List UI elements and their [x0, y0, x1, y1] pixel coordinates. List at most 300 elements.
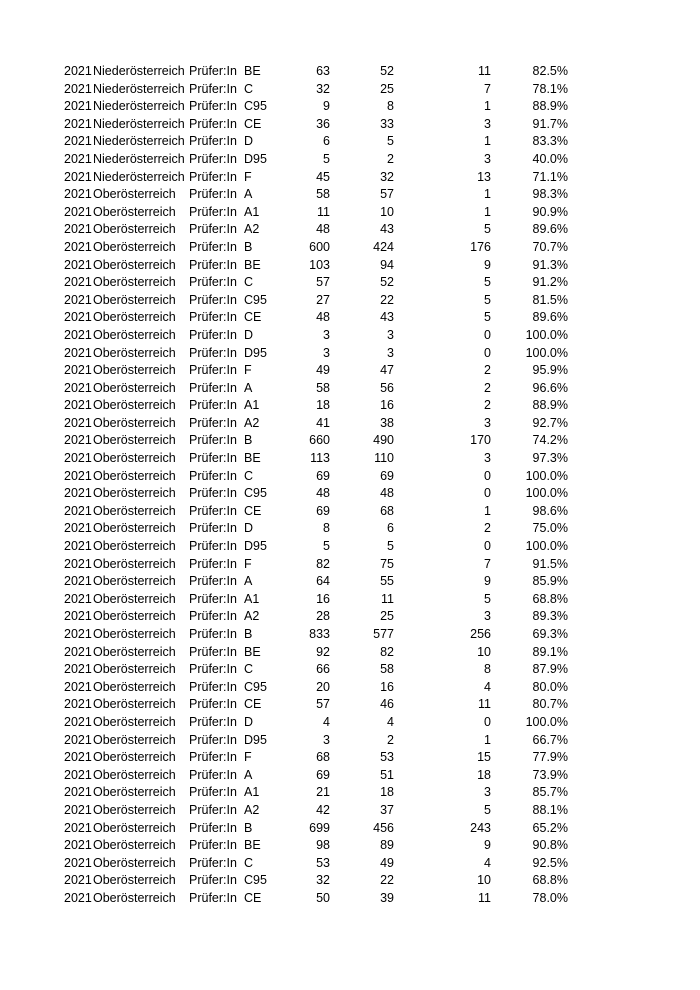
cell-role: Prüfer:In — [189, 521, 237, 536]
cell-pass-rate: 68.8% — [532, 591, 568, 606]
cell-region: Oberösterreich — [93, 204, 176, 219]
cell-region: Oberösterreich — [93, 468, 176, 483]
cell-license-class: BE — [244, 451, 261, 466]
cell-license-class: D95 — [244, 732, 267, 747]
cell-year: 2021 — [64, 99, 92, 114]
cell-pass-rate: 92.5% — [532, 855, 568, 870]
cell-pass-rate: 83.3% — [532, 134, 568, 149]
cell-year: 2021 — [64, 697, 92, 712]
cell-pass-rate: 88.9% — [532, 398, 568, 413]
cell-region: Oberösterreich — [93, 556, 176, 571]
cell-passed: 5 — [387, 134, 394, 149]
cell-region: Oberösterreich — [93, 521, 176, 536]
table-row — [0, 274, 700, 292]
cell-passed: 89 — [380, 838, 394, 853]
cell-passed: 56 — [380, 380, 394, 395]
cell-failed: 7 — [484, 556, 491, 571]
cell-failed: 11 — [478, 890, 491, 905]
cell-pass-rate: 95.9% — [532, 363, 568, 378]
cell-failed: 9 — [484, 838, 491, 853]
cell-passed: 94 — [380, 257, 394, 272]
cell-pass-rate: 71.1% — [532, 169, 568, 184]
cell-passed: 6 — [387, 521, 394, 536]
cell-total: 3 — [323, 327, 330, 342]
cell-region: Niederösterreich — [93, 81, 185, 96]
cell-year: 2021 — [64, 345, 92, 360]
table-row — [0, 679, 700, 697]
cell-year: 2021 — [64, 609, 92, 624]
cell-passed: 3 — [387, 327, 394, 342]
cell-region: Oberösterreich — [93, 890, 176, 905]
table-row — [0, 362, 700, 380]
cell-role: Prüfer:In — [189, 204, 237, 219]
cell-total: 699 — [309, 820, 330, 835]
cell-failed: 0 — [484, 327, 491, 342]
cell-total: 41 — [316, 415, 330, 430]
cell-year: 2021 — [64, 239, 92, 254]
cell-failed: 8 — [484, 662, 491, 677]
cell-role: Prüfer:In — [189, 644, 237, 659]
cell-passed: 456 — [373, 820, 394, 835]
cell-year: 2021 — [64, 310, 92, 325]
table-row — [0, 98, 700, 116]
cell-role: Prüfer:In — [189, 873, 237, 888]
cell-failed: 5 — [484, 310, 491, 325]
table-row — [0, 767, 700, 785]
table-row — [0, 626, 700, 644]
cell-license-class: A2 — [244, 415, 260, 430]
cell-passed: 46 — [380, 697, 394, 712]
cell-year: 2021 — [64, 187, 92, 202]
cell-passed: 32 — [380, 169, 394, 184]
cell-license-class: C95 — [244, 292, 267, 307]
cell-passed: 22 — [380, 292, 394, 307]
cell-failed: 9 — [484, 574, 491, 589]
cell-total: 16 — [316, 591, 330, 606]
cell-pass-rate: 85.7% — [532, 785, 568, 800]
cell-total: 42 — [316, 802, 330, 817]
table-row — [0, 855, 700, 873]
cell-year: 2021 — [64, 222, 92, 237]
cell-year: 2021 — [64, 468, 92, 483]
cell-total: 66 — [316, 662, 330, 677]
cell-passed: 25 — [380, 609, 394, 624]
cell-pass-rate: 100.0% — [525, 714, 568, 729]
cell-region: Oberösterreich — [93, 591, 176, 606]
cell-role: Prüfer:In — [189, 151, 237, 166]
cell-pass-rate: 89.6% — [532, 222, 568, 237]
cell-region: Oberösterreich — [93, 327, 176, 342]
cell-region: Oberösterreich — [93, 415, 176, 430]
cell-license-class: A2 — [244, 222, 260, 237]
cell-failed: 2 — [484, 380, 491, 395]
cell-failed: 0 — [484, 345, 491, 360]
cell-pass-rate: 77.9% — [532, 750, 568, 765]
table-row — [0, 661, 700, 679]
cell-pass-rate: 80.7% — [532, 697, 568, 712]
cell-failed: 3 — [484, 151, 491, 166]
cell-failed: 243 — [470, 820, 491, 835]
cell-total: 32 — [316, 873, 330, 888]
cell-total: 98 — [316, 838, 330, 853]
cell-pass-rate: 90.9% — [532, 204, 568, 219]
cell-pass-rate: 91.2% — [532, 275, 568, 290]
cell-total: 45 — [316, 169, 330, 184]
cell-pass-rate: 91.5% — [532, 556, 568, 571]
cell-license-class: F — [244, 363, 252, 378]
cell-year: 2021 — [64, 81, 92, 96]
cell-pass-rate: 70.7% — [532, 239, 568, 254]
table-row — [0, 204, 700, 222]
cell-license-class: F — [244, 169, 252, 184]
cell-license-class: C — [244, 468, 254, 483]
table-row — [0, 714, 700, 732]
cell-year: 2021 — [64, 750, 92, 765]
cell-total: 32 — [316, 81, 330, 96]
cell-failed: 1 — [484, 732, 491, 747]
cell-passed: 57 — [380, 187, 394, 202]
cell-role: Prüfer:In — [189, 187, 237, 202]
cell-year: 2021 — [64, 292, 92, 307]
cell-license-class: A — [244, 187, 253, 202]
table-row — [0, 608, 700, 626]
cell-year: 2021 — [64, 363, 92, 378]
table-row — [0, 397, 700, 415]
cell-total: 5 — [323, 539, 330, 554]
cell-total: 58 — [316, 187, 330, 202]
cell-pass-rate: 81.5% — [532, 292, 568, 307]
cell-failed: 0 — [484, 714, 491, 729]
cell-failed: 5 — [484, 591, 491, 606]
cell-year: 2021 — [64, 116, 92, 131]
table-row — [0, 257, 700, 275]
cell-failed: 5 — [484, 222, 491, 237]
cell-pass-rate: 91.3% — [532, 257, 568, 272]
cell-failed: 4 — [484, 679, 491, 694]
cell-license-class: D95 — [244, 345, 267, 360]
cell-region: Oberösterreich — [93, 644, 176, 659]
cell-license-class: C — [244, 81, 254, 96]
table-row — [0, 802, 700, 820]
cell-role: Prüfer:In — [189, 591, 237, 606]
cell-failed: 5 — [484, 292, 491, 307]
cell-license-class: B — [244, 239, 253, 254]
cell-passed: 82 — [380, 644, 394, 659]
cell-failed: 3 — [484, 415, 491, 430]
cell-region: Oberösterreich — [93, 451, 176, 466]
cell-role: Prüfer:In — [189, 539, 237, 554]
cell-license-class: BE — [244, 257, 261, 272]
table-row — [0, 538, 700, 556]
cell-year: 2021 — [64, 591, 92, 606]
cell-region: Oberösterreich — [93, 732, 176, 747]
cell-license-class: A1 — [244, 591, 260, 606]
cell-total: 49 — [316, 363, 330, 378]
cell-total: 660 — [309, 433, 330, 448]
cell-total: 58 — [316, 380, 330, 395]
cell-passed: 75 — [380, 556, 394, 571]
cell-year: 2021 — [64, 415, 92, 430]
cell-year: 2021 — [64, 398, 92, 413]
cell-role: Prüfer:In — [189, 451, 237, 466]
cell-license-class: C95 — [244, 679, 267, 694]
cell-role: Prüfer:In — [189, 222, 237, 237]
cell-license-class: A1 — [244, 204, 260, 219]
cell-failed: 11 — [478, 64, 491, 78]
table-row — [0, 292, 700, 310]
cell-year: 2021 — [64, 627, 92, 641]
cell-failed: 256 — [470, 627, 491, 641]
cell-pass-rate: 74.2% — [532, 433, 568, 448]
cell-license-class: A2 — [244, 802, 260, 817]
cell-pass-rate: 78.0% — [532, 890, 568, 905]
cell-role: Prüfer:In — [189, 855, 237, 870]
cell-passed: 4 — [387, 714, 394, 729]
cell-pass-rate: 82.5% — [532, 64, 568, 78]
cell-passed: 47 — [380, 363, 394, 378]
cell-year: 2021 — [64, 257, 92, 272]
cell-failed: 1 — [484, 99, 491, 114]
cell-role: Prüfer:In — [189, 415, 237, 430]
cell-license-class: CE — [244, 890, 262, 905]
cell-year: 2021 — [64, 134, 92, 149]
cell-role: Prüfer:In — [189, 257, 237, 272]
table-row — [0, 556, 700, 574]
table-row — [0, 573, 700, 591]
cell-passed: 424 — [373, 239, 394, 254]
cell-passed: 39 — [380, 890, 394, 905]
table-row — [0, 591, 700, 609]
cell-total: 48 — [316, 222, 330, 237]
cell-passed: 48 — [380, 486, 394, 501]
cell-total: 82 — [316, 556, 330, 571]
cell-role: Prüfer:In — [189, 785, 237, 800]
table-row — [0, 872, 700, 890]
cell-pass-rate: 100.0% — [525, 468, 568, 483]
cell-license-class: F — [244, 556, 252, 571]
cell-pass-rate: 89.1% — [532, 644, 568, 659]
cell-region: Oberösterreich — [93, 257, 176, 272]
cell-region: Oberösterreich — [93, 855, 176, 870]
cell-pass-rate: 40.0% — [532, 151, 568, 166]
cell-pass-rate: 80.0% — [532, 679, 568, 694]
cell-region: Oberösterreich — [93, 820, 176, 835]
cell-pass-rate: 97.3% — [532, 451, 568, 466]
cell-region: Oberösterreich — [93, 187, 176, 202]
cell-total: 57 — [316, 697, 330, 712]
cell-region: Oberösterreich — [93, 292, 176, 307]
cell-region: Niederösterreich — [93, 134, 185, 149]
cell-region: Oberösterreich — [93, 380, 176, 395]
cell-year: 2021 — [64, 151, 92, 166]
table-row — [0, 784, 700, 802]
cell-failed: 0 — [484, 486, 491, 501]
cell-passed: 68 — [380, 503, 394, 518]
cell-passed: 43 — [380, 222, 394, 237]
cell-passed: 38 — [380, 415, 394, 430]
cell-passed: 110 — [374, 451, 394, 466]
cell-pass-rate: 88.9% — [532, 99, 568, 114]
cell-year: 2021 — [64, 679, 92, 694]
cell-year: 2021 — [64, 64, 92, 78]
table-row — [0, 327, 700, 345]
cell-region: Oberösterreich — [93, 627, 176, 641]
cell-region: Oberösterreich — [93, 574, 176, 589]
cell-year: 2021 — [64, 486, 92, 501]
cell-total: 48 — [316, 486, 330, 501]
cell-total: 69 — [316, 503, 330, 518]
cell-year: 2021 — [64, 662, 92, 677]
cell-region: Oberösterreich — [93, 679, 176, 694]
cell-pass-rate: 96.6% — [532, 380, 568, 395]
cell-passed: 11 — [381, 591, 394, 606]
cell-license-class: D — [244, 714, 254, 729]
cell-failed: 1 — [484, 187, 491, 202]
cell-pass-rate: 98.6% — [532, 503, 568, 518]
cell-total: 92 — [316, 644, 330, 659]
cell-total: 68 — [316, 750, 330, 765]
cell-total: 63 — [316, 64, 330, 78]
cell-pass-rate: 68.8% — [532, 873, 568, 888]
cell-role: Prüfer:In — [189, 134, 237, 149]
cell-pass-rate: 66.7% — [532, 732, 568, 747]
table-row — [0, 239, 700, 257]
cell-failed: 2 — [484, 363, 491, 378]
cell-passed: 577 — [373, 627, 394, 641]
cell-passed: 10 — [380, 204, 394, 219]
cell-year: 2021 — [64, 855, 92, 870]
cell-failed: 170 — [470, 433, 491, 448]
cell-failed: 4 — [484, 855, 491, 870]
cell-year: 2021 — [64, 169, 92, 184]
cell-year: 2021 — [64, 820, 92, 835]
cell-passed: 25 — [380, 81, 394, 96]
cell-total: 833 — [309, 627, 330, 641]
table-row — [0, 837, 700, 855]
cell-passed: 3 — [387, 345, 394, 360]
cell-role: Prüfer:In — [189, 662, 237, 677]
cell-role: Prüfer:In — [189, 486, 237, 501]
cell-passed: 55 — [380, 574, 394, 589]
table-row — [0, 468, 700, 486]
cell-pass-rate: 91.7% — [532, 116, 568, 131]
cell-region: Oberösterreich — [93, 697, 176, 712]
cell-role: Prüfer:In — [189, 750, 237, 765]
cell-pass-rate: 92.7% — [532, 415, 568, 430]
cell-license-class: CE — [244, 697, 262, 712]
cell-year: 2021 — [64, 556, 92, 571]
table-row — [0, 503, 700, 521]
cell-region: Oberösterreich — [93, 609, 176, 624]
table-row — [0, 169, 700, 187]
cell-total: 18 — [316, 398, 330, 413]
table-row — [0, 749, 700, 767]
cell-role: Prüfer:In — [189, 327, 237, 342]
table-row — [0, 63, 700, 81]
cell-region: Oberösterreich — [93, 345, 176, 360]
cell-region: Oberösterreich — [93, 750, 176, 765]
cell-region: Oberösterreich — [93, 486, 176, 501]
cell-total: 9 — [323, 99, 330, 114]
cell-total: 4 — [323, 714, 330, 729]
cell-total: 21 — [316, 785, 330, 800]
cell-region: Niederösterreich — [93, 64, 185, 78]
cell-role: Prüfer:In — [189, 503, 237, 518]
cell-failed: 1 — [484, 134, 491, 149]
cell-pass-rate: 85.9% — [532, 574, 568, 589]
table-row — [0, 415, 700, 433]
cell-region: Oberösterreich — [93, 363, 176, 378]
cell-failed: 5 — [484, 275, 491, 290]
cell-year: 2021 — [64, 521, 92, 536]
cell-role: Prüfer:In — [189, 468, 237, 483]
cell-year: 2021 — [64, 539, 92, 554]
cell-license-class: D95 — [244, 151, 267, 166]
cell-failed: 2 — [484, 521, 491, 536]
cell-total: 48 — [316, 310, 330, 325]
cell-region: Oberösterreich — [93, 873, 176, 888]
data-table — [0, 63, 700, 908]
cell-failed: 3 — [484, 785, 491, 800]
cell-total: 28 — [316, 609, 330, 624]
table-row — [0, 133, 700, 151]
cell-pass-rate: 78.1% — [532, 81, 568, 96]
cell-year: 2021 — [64, 380, 92, 395]
cell-passed: 53 — [380, 750, 394, 765]
cell-license-class: A — [244, 767, 253, 782]
cell-license-class: D — [244, 134, 254, 149]
cell-total: 600 — [309, 239, 330, 254]
cell-license-class: D — [244, 327, 254, 342]
cell-passed: 52 — [380, 64, 394, 78]
cell-passed: 52 — [380, 275, 394, 290]
cell-region: Oberösterreich — [93, 398, 176, 413]
cell-passed: 58 — [380, 662, 394, 677]
cell-role: Prüfer:In — [189, 239, 237, 254]
cell-failed: 7 — [484, 81, 491, 96]
cell-license-class: C95 — [244, 873, 267, 888]
cell-year: 2021 — [64, 644, 92, 659]
cell-pass-rate: 100.0% — [525, 345, 568, 360]
cell-region: Oberösterreich — [93, 275, 176, 290]
cell-year: 2021 — [64, 503, 92, 518]
cell-year: 2021 — [64, 732, 92, 747]
cell-passed: 43 — [380, 310, 394, 325]
cell-total: 5 — [323, 151, 330, 166]
table-row — [0, 116, 700, 134]
cell-pass-rate: 69.3% — [532, 627, 568, 641]
cell-role: Prüfer:In — [189, 275, 237, 290]
cell-role: Prüfer:In — [189, 380, 237, 395]
table-row — [0, 485, 700, 503]
cell-pass-rate: 98.3% — [532, 187, 568, 202]
cell-year: 2021 — [64, 327, 92, 342]
cell-year: 2021 — [64, 574, 92, 589]
table-row — [0, 380, 700, 398]
table-row — [0, 450, 700, 468]
cell-year: 2021 — [64, 873, 92, 888]
table-row — [0, 644, 700, 662]
cell-year: 2021 — [64, 275, 92, 290]
cell-license-class: A — [244, 574, 253, 589]
cell-region: Niederösterreich — [93, 169, 185, 184]
cell-pass-rate: 75.0% — [532, 521, 568, 536]
cell-region: Niederösterreich — [93, 99, 185, 114]
cell-license-class: CE — [244, 310, 262, 325]
cell-failed: 18 — [477, 767, 491, 782]
cell-role: Prüfer:In — [189, 556, 237, 571]
cell-license-class: A1 — [244, 785, 260, 800]
